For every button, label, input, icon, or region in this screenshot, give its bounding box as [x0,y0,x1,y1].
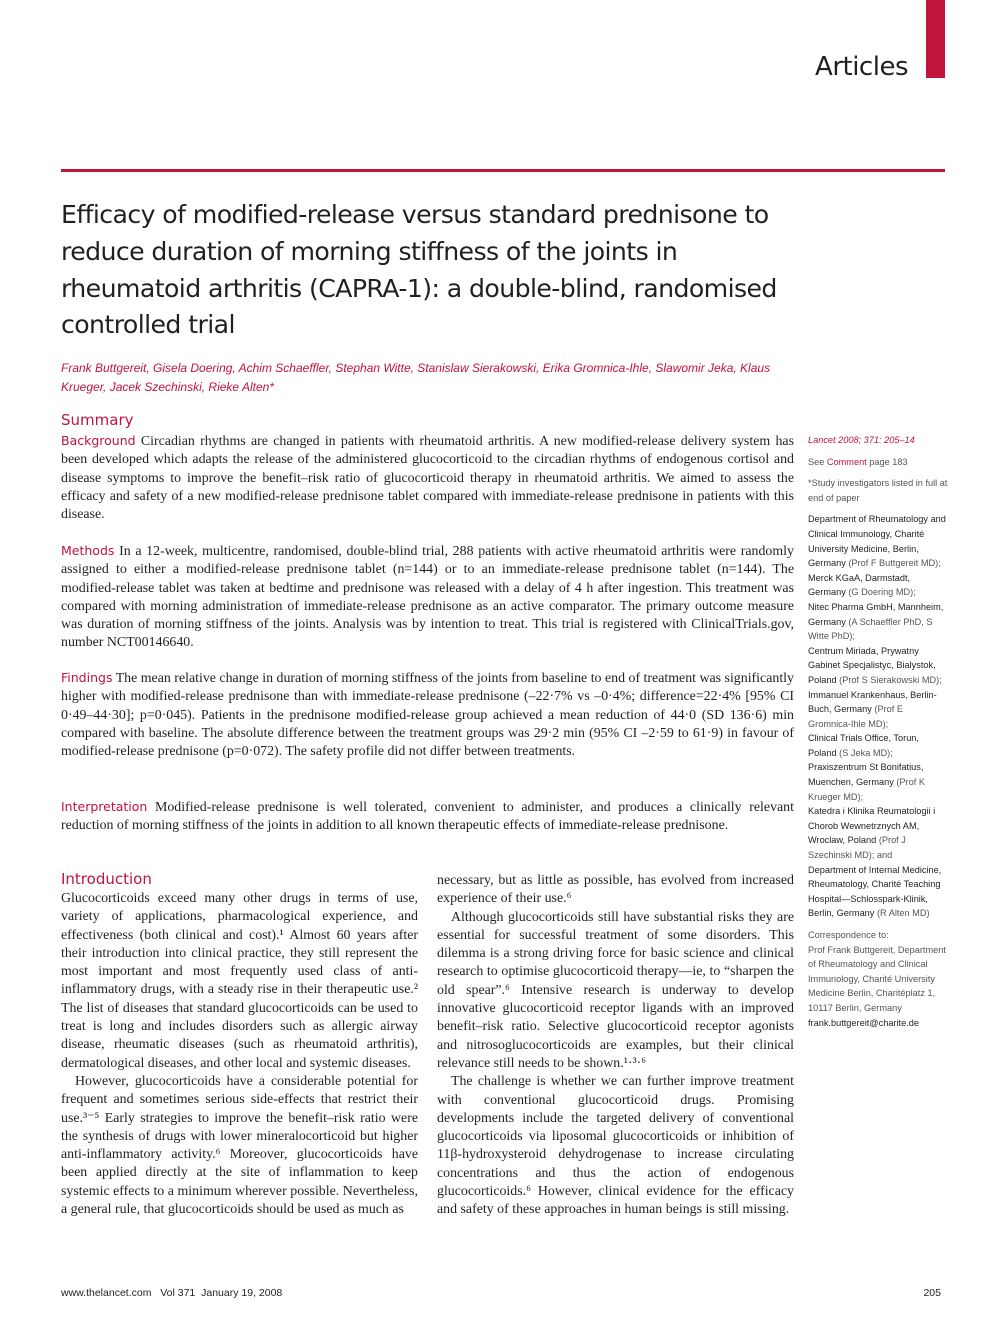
footer-site[interactable]: www.thelancet.com [61,1287,152,1299]
affiliation-org: Department of Internal Medicine, Rheumatology, Charité Teaching Hospital—Schlosspark-Klinik, Berlin, Germany [808,864,942,919]
affiliation [808,571,948,600]
article-title: Efficacy of modified-release versus standard prednisone to reduce duration of morning stiffness of the joints in rheumatoid arthritis (CAPRA-1): a double-blind, randomised controlled trial [61,200,777,340]
affiliation-org: Clinical Trials Office, Torun, Poland [808,733,919,758]
intro-column-2 [437,872,794,1220]
see-suffix: page 183 [866,456,908,467]
background-label: Background [61,433,136,448]
affiliation-people: (G Doering MD); [848,587,916,598]
affiliation [808,688,948,732]
affiliation-org: Department of Rheumatology and Clinical Immunology, Charité University Medicine, Berlin, Germany [808,514,946,569]
summary-heading: Summary [61,411,134,429]
affiliation-org: Praxiszentrum St Bonifatius, Muenchen, Germany [808,762,924,788]
footer-date: January 19, 2008 [201,1287,283,1299]
correspondence-address: Prof Frank Buttgereit, Department of Rheumatology and Clinical Immunology, Charité University Medicine Berlin, Charitéplatz 1, 10117 Berlin, Germany [808,944,946,1013]
section-label: Articles [815,52,908,82]
affiliation-org: Centrum Miriada, Prywatny Gabinet Specjalistyc, Bialystok, Poland [808,645,936,685]
intro-paragraph: Glucocorticoids exceed many other drugs in terms of use, variety of applications, pharmacological experience, and effectiveness (both clinical and cost).¹ Almost 60 years after their introduction into clinical practice, they still represent the most important and most frequently used class of anti-inflammatory drugs, with a steady rise in their therapeutic use.² The list of diseases that standard glucocorticoids can be used to treat is long and includes disorders such as allergic airway disease, rheumatic diseases (such as rheumatoid arthritis), dermatological diseases, and other local and systemic diseases. [61,891,418,1071]
methods-text: In a 12-week, multicentre, randomised, double-blind trial, 288 patients with active rheumatoid arthritis were randomly assigned to either a modified-release prednisone tablet (n=144) or to an immediate-release prednisone tablet (n=144). The modified-release tablet was taken at bedtime and prednisone was released with a delay of 4 h after ingestion. This treatment was compared with morning administration of immediate-release prednisone as an active comparator. The primary outcome measure was duration of morning stiffness of the joints. Analysis was by intention to treat. This trial is registered with ClinicalTrials.gov, number NCT00146640. [61,544,794,651]
findings-label: Findings [61,670,113,685]
affiliation [808,760,948,804]
intro-paragraph: necessary, but as little as possible, has evolved from increased experience of their use.⁶ [437,873,794,907]
affiliation-list [808,512,948,928]
methods-label: Methods [61,543,115,558]
affiliation-people: (Prof K Krueger MD); [808,777,925,802]
findings-text: The mean relative change in duration of morning stiffness of the joints from baseline to end of treatment was significantly higher with modified-release prednisone than with immediate-release prednisone (–22·7% vs –0·4%; difference=22·4% [95% CI 0·49–44·30]; p=0·045). Patients in the prednisone modified-release group achieved a mean reduction of 44·0 (SD 136·6) min compared with baseline. The absolute difference between the treatment groups was 29·2 min (95% CI –2·59 to 61·9) in favour of modified-release prednisone (p=0·072). The safety profile did not differ between treatments. [61,671,794,760]
affiliation [808,600,948,644]
citation: Lancet 2008; 371: 205–14 [808,435,915,445]
summary-interpretation [61,798,794,836]
intro-paragraph: However, glucocorticoids have a considerable potential for frequent and sometimes serious side-effects that restrict their use.³⁻⁵ Early strategies to improve the benefit–risk ratio were the synthesis of drugs with lower mineralocorticoid but higher anti-inflammatory activity.⁶ Moreover, glucocorticoids have been applied directly at the site of inflammation to keep systemic effects to a minimum wherever possible. Nevertheless, a general rule, that glucocorticoids should be used as much as [61,1073,418,1218]
affiliation [808,731,948,760]
correspondence-email[interactable]: frank.buttgereit@charite.de [808,1017,919,1028]
page-footer [61,1287,941,1299]
affiliation [808,512,948,570]
affiliation-people: (Prof E Gromnica-Ihle MD); [808,704,903,729]
introduction-heading: Introduction [61,870,152,888]
intro-paragraph: Although glucocorticoids still have substantial risks they are essential for successful treatment of some disorders. This dilemma is a strong driving force for basic science and clinical research to optimise glucocorticoid therapy—ie, to “sharpen the old spear”.⁶ Intensive research is underway to develop innovative glucocorticoid receptor ligands with an improved benefit–risk ratio. Selective glucocorticoid receptor agonists and nitrosoglucocorticoids are examples, but their clinical relevance still needs to be shown.¹·³·⁶ [437,909,794,1071]
affiliation-org: Nitec Pharma GmbH, Mannheim, Germany [808,601,944,627]
investigators-footnote: *Study investigators listed in full at end of paper [808,478,948,503]
affiliation [808,644,948,688]
page-number: 205 [923,1287,941,1299]
affiliation-people: (R Alten MD) [876,908,930,919]
see-prefix: See [808,456,827,467]
intro-paragraph: The challenge is whether we can further improve treatment with conventional glucocorticoid drugs. Promising developments include the targeted delivery of conventional glucocorticoids via liposomal glucocorticoids or inhibition of 11β-hydroxysteroid dehydrogenase to increase circulating concentrations and thus the action of endogenous glucocorticoids.⁶ However, clinical evidence for the efficacy and safety of these approaches in human beings is still missing. [437,1074,794,1218]
background-text: Circadian rhythms are changed in patients with rheumatoid arthritis. A new modified-release delivery system has been developed which adapts the release of the administered glucocorticoid to the circadian rhythms of endogenous cortisol and disease symptoms to improve the benefit–risk ratio of glucocorticoid therapy in rheumatoid arthritis. We aimed to assess the efficacy and safety of a new modified-release prednisone tablet compared with immediate-release prednisone in patients with this disease. [61,434,794,523]
affiliation-people: (Prof F Buttgereit MD); [848,558,941,569]
comment-link[interactable]: Comment [826,456,867,467]
affiliation-org: Immanuel Krankenhaus, Berlin-Buch, Germany [808,689,937,715]
section-color-bar [926,0,945,78]
affiliation-people: (S Jeka MD); [839,747,893,758]
affiliation-people: (Prof S Sierakowski MD); [839,674,942,685]
affiliation-people: (Prof J Szechinski MD); and [808,835,906,861]
affiliation-people: (A Schaeffler PhD, S Witte PhD); [808,616,933,642]
header-rule [61,169,945,172]
interpretation-label: Interpretation [61,799,148,814]
correspondence-label: Correspondence to: [808,930,889,940]
summary-background [61,432,794,524]
sidebar [808,433,948,1037]
author-list: Frank Buttgereit, Gisela Doering, Achim Schaeffler, Stephan Witte, Stanislaw Sierakowski, Erika Gromnica-Ihle, Slawomir Jeka, Klaus Krueger, Jacek Szechinski, Rieke Alten* [61,361,771,394]
interpretation-text: Modified-release prednisone is well tolerated, convenient to administer, and produces a clinically relevant reduction of morning stiffness of the joints in addition to all known therapeutic effects of immediate-release prednisone. [61,800,794,834]
affiliation-org: Merck KGaA, Darmstadt, Germany [808,572,911,598]
affiliation [808,804,948,862]
summary-methods [61,542,794,653]
intro-column-1 [61,890,418,1219]
affiliation-org: Katedra i Klinika Reumatologii i Chorob Wewnetrznych AM, Wroclaw, Poland [808,806,936,846]
affiliation [808,863,948,921]
summary-findings [61,669,794,761]
footer-volume: Vol 371 [160,1287,196,1299]
